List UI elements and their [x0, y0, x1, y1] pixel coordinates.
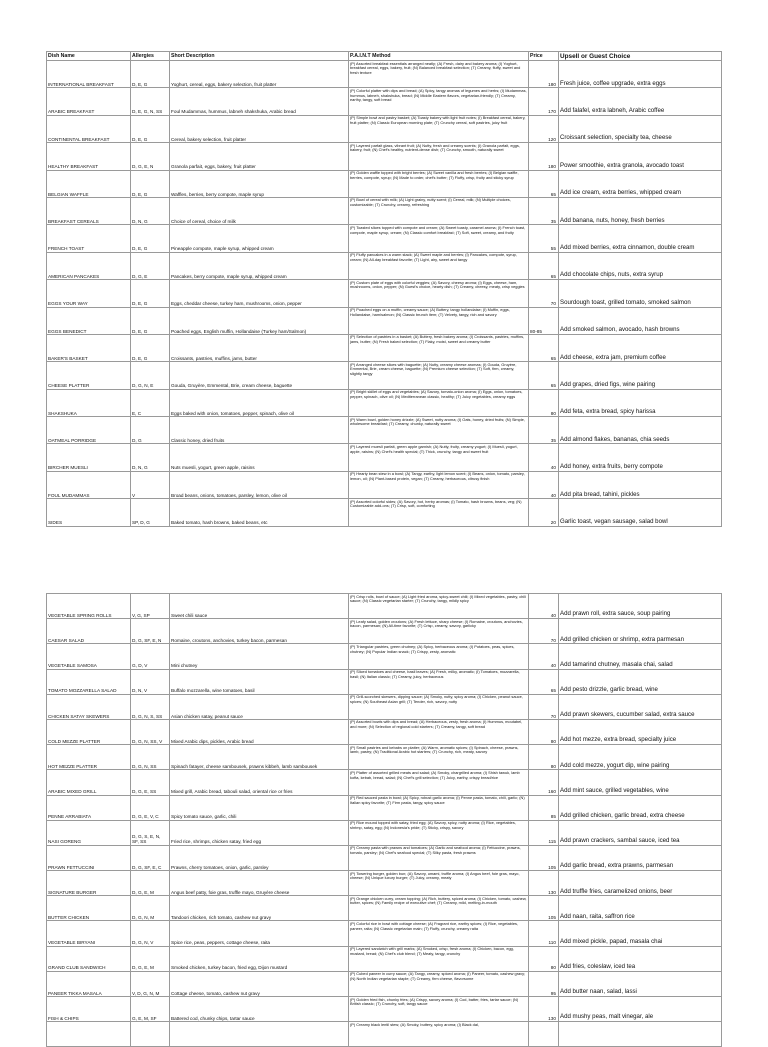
paint-method-cell: (P) Arranged cheese slices with baguette; (A) Nutty, creamy cheese aromas; (I) Gouda, Gruyère, Emmental, Brie, cream cheese, baguette; (N) Premium cheese selection; (T) Soft, firm, creamy, slightly tangy [349, 362, 529, 389]
paint-method-cell: (P) Assorted colorful sides; (A) Savory, hot, herby aromas; (I) Tomato, hash browns, beans, veg; (N) Customizable add-ons; (T) Crisp, soft, comforting [349, 499, 529, 526]
upsell-cell: Add feta, extra bread, spicy harissa [559, 389, 722, 416]
dish-name-cell: EGGS BENEDICT [47, 307, 131, 334]
price-cell: 65 [529, 170, 559, 197]
dish-name-cell: AMERICAN PANCAKES [47, 252, 131, 279]
upsell-cell: Add grilled chicken, garlic bread, extra cheese [559, 795, 722, 820]
dish-name-cell [47, 1022, 131, 1047]
table-row [47, 417, 722, 444]
short-description-cell: Eggs, cheddar cheese, turkey ham, mushrooms, onion, pepper [170, 280, 349, 307]
table-row [47, 61, 722, 88]
dish-name-cell: BUTTER CHICKEN [47, 896, 131, 921]
price-cell: 65 [529, 334, 559, 361]
allergies-cell: D, E, G [131, 225, 170, 252]
upsell-cell: Add almond flakes, bananas, chia seeds [559, 417, 722, 444]
short-description-cell: Yoghurt, cereal, eggs, bakery selection, fruit platter [170, 61, 349, 88]
upsell-cell: Add chocolate chips, nuts, extra syrup [559, 252, 722, 279]
upsell-cell: Add cold mezze, yogurt dip, wine pairing [559, 745, 722, 770]
allergies-cell: D, G, N, SS, V [131, 719, 170, 744]
allergies-cell: D, N, G [131, 197, 170, 224]
paint-method-cell: (P) Simple bowl and pastry basket; (A) Toasty bakery with light fruit notes; (I) Breakfast cereal, bakery, fruit platter; (N) Classic European morning plate; (T) Crunchy cereal, soft pastries, juicy fruit [349, 115, 529, 142]
allergies-cell: D, G, E, M [131, 946, 170, 971]
dish-name-cell: OATMEAL PORRIDGE [47, 417, 131, 444]
table-row [47, 770, 722, 795]
paint-method-cell: (P) Small pastries and kebabs on platter; (A) Warm, aromatic spices; (I) Spinach, cheese, prawns, lamb, pastry; (N) Traditional Arabic hot starters; (T) Crunchy, rich, meaty, savory [349, 745, 529, 770]
allergies-cell: D, E, G, N, SS [131, 88, 170, 115]
price-cell: 65 [529, 252, 559, 279]
table-row [47, 389, 722, 416]
dish-name-cell: BREAKFAST CEREALS [47, 197, 131, 224]
price-cell: 40 [529, 594, 559, 619]
table-row [47, 88, 722, 115]
dish-name-cell: ARABIC MIXED GRILL [47, 770, 131, 795]
upsell-cell: Power smoothie, extra granola, avocado toast [559, 143, 722, 170]
allergies-cell: SP, D, G [131, 499, 170, 526]
short-description-cell: Broad beans, onions, tomatoes, parsley, lemon, olive oil [170, 471, 349, 498]
upsell-cell: Add truffle fries, caramelized onions, beer [559, 871, 722, 896]
dish-name-cell: NASI GORENG [47, 820, 131, 845]
dish-name-cell: BELGIAN WAFFLE [47, 170, 131, 197]
upsell-cell: Add grilled chicken or shrimp, extra parmesan [559, 619, 722, 644]
dish-name-cell: FISH & CHIPS [47, 997, 131, 1022]
allergies-cell: D, E, G [131, 170, 170, 197]
table-row [47, 619, 722, 644]
paint-method-cell: (P) Golden fried fish, chunky fries; (A) Crispy, savory aroma; (I) Cod, batter, fries, tartar sauce; (N) British classic; (T) Crunchy, soft, tangy sauce [349, 997, 529, 1022]
allergies-cell [131, 1022, 170, 1047]
short-description-cell: Baked tomato, hash browns, baked beans, etc [170, 499, 349, 526]
upsell-cell: Add pesto drizzle, garlic bread, wine [559, 669, 722, 694]
allergies-cell: D, G [131, 417, 170, 444]
allergies-cell: D, G, N, M [131, 896, 170, 921]
allergies-cell: V, D, G, N, M [131, 971, 170, 996]
upsell-cell: Add pita bread, tahini, pickles [559, 471, 722, 498]
paint-method-cell: (P) Creamy black lentil stew; (A) Smoky, buttery, spicy aroma; (I) Black dal, [349, 1022, 529, 1047]
allergies-cell: V, G, SP [131, 594, 170, 619]
short-description-cell: Choice of cereal, choice of milk [170, 197, 349, 224]
upsell-cell: Add ice cream, extra berries, whipped cream [559, 170, 722, 197]
dish-name-cell: VEGETABLE SAMOSA [47, 644, 131, 669]
price-cell: 65 [529, 669, 559, 694]
dish-name-cell: CHEESE PLATTER [47, 362, 131, 389]
short-description-cell: Smoked chicken, turkey bacon, fried egg, Dijon mustard [170, 946, 349, 971]
allergies-cell: E, C [131, 389, 170, 416]
allergies-cell: D, G, N, E [131, 362, 170, 389]
upsell-cell: Add mushy peas, malt vinegar, ale [559, 997, 722, 1022]
price-cell: 20 [529, 499, 559, 526]
paint-method-cell: (P) Assorted breakfast essentials arranged neatly; (A) Fresh, dairy and bakery aroma; (I) Yoghurt, breakfast cereal, eggs, bakery, fruit; (N) Balanced breakfast selection; (T) Creamy, fluffy, sweet and fresh texture [349, 61, 529, 88]
dish-name-cell: INTERNATIONAL BREAKFAST [47, 61, 131, 88]
short-description-cell [170, 1022, 349, 1047]
short-description-cell: Granola parfait, eggs, bakery, fruit platter [170, 143, 349, 170]
short-description-cell: Romaine, croutons, anchovies, turkey bacon, parmesan [170, 619, 349, 644]
allergies-cell: D, G, E, V, C [131, 795, 170, 820]
menu-sheet-1 [46, 51, 721, 527]
price-cell: 180 [529, 143, 559, 170]
header-dish-name: Dish Name [47, 52, 131, 61]
table-row [47, 170, 722, 197]
allergies-cell: D, G, SF, E, N [131, 619, 170, 644]
price-cell: 170 [529, 88, 559, 115]
short-description-cell: Gouda, Gruyère, Emmental, Brie, cream cheese, baguette [170, 362, 349, 389]
price-cell: 80 [529, 719, 559, 744]
short-description-cell: Prawns, cherry tomatoes, onion, garlic, parsley [170, 845, 349, 870]
allergies-cell: D, G, S, E, N, SF, SS [131, 820, 170, 845]
paint-method-cell: (P) Assorted bowls with dips and bread; (A) Herbaceous, zesty, fresh aroma; (I) Hummus, moutabel, and more; (N) Selection of regional cold starters; (T) Creamy, tangy, soft bread [349, 719, 529, 744]
short-description-cell: Buffalo mozzarella, wine tomatoes, basil [170, 669, 349, 694]
allergies-cell: D, E, G [131, 307, 170, 334]
table-row [47, 444, 722, 471]
upsell-cell: Add honey, extra fruits, berry compote [559, 444, 722, 471]
table-row [47, 334, 722, 361]
price-cell: 70 [529, 619, 559, 644]
short-description-cell: Cottage cheese, tomato, cashew nut gravy [170, 971, 349, 996]
dish-name-cell: CAESAR SALAD [47, 619, 131, 644]
short-description-cell: Mini chutney [170, 644, 349, 669]
table-row [47, 225, 722, 252]
table-row [47, 745, 722, 770]
allergies-cell: G, E, M, SF [131, 997, 170, 1022]
paint-method-cell: (P) Bright skillet of eggs and vegetables; (A) Savory, tomato-onion aroma; (I) Eggs, onion, tomatoes, pepper, spinach, olive oil; (N) Mediterranean classic, healthy; (T) Juicy vegetables, creamy eggs [349, 389, 529, 416]
dish-name-cell: ARABIC BREAKFAST [47, 88, 131, 115]
dish-name-cell: GRAND CLUB SANDWICH [47, 946, 131, 971]
price-cell: 130 [529, 871, 559, 896]
header-row [47, 52, 722, 61]
short-description-cell: Pancakes, berry compote, maple syrup, whipped cream [170, 252, 349, 279]
short-description-cell: Pineapple compote, maple syrup, whipped cream [170, 225, 349, 252]
short-description-cell: Waffles, berries, berry compote, maple syrup [170, 170, 349, 197]
paint-method-cell: (P) Sliced tomatoes and cheese, basil leaves; (A) Fresh, milky, aromatic; (I) Tomatoes, mozzarella, basil; (N) Italian classic; (T) Creamy, juicy, herbaceous [349, 669, 529, 694]
table-row [47, 845, 722, 870]
short-description-cell: Sweet chili sauce [170, 594, 349, 619]
dish-name-cell: HOT MEZZE PLATTER [47, 745, 131, 770]
dish-name-cell: BAKER'S BASKET [47, 334, 131, 361]
short-description-cell: Mixed Arabic dips, pickles, Arabic bread [170, 719, 349, 744]
dish-name-cell: HEALTHY BREAKFAST [47, 143, 131, 170]
dish-name-cell: SIGNATURE BURGER [47, 871, 131, 896]
paint-method-cell: (P) Orange chicken curry, cream topping; (A) Rich, buttery, spiced aroma; (I) Chicken, tomato, cashew, butter, spices; (N) Family recipe of executive chef; (T) Creamy, mild, melting-in-mouth [349, 896, 529, 921]
upsell-cell: Croissant selection, specialty tea, cheese [559, 115, 722, 142]
header-short-description: Short Description [170, 52, 349, 61]
price-cell: 130 [529, 997, 559, 1022]
upsell-cell: Add prawn roll, extra sauce, soup pairing [559, 594, 722, 619]
dish-name-cell: PANEER TIKKA MASALA [47, 971, 131, 996]
short-description-cell: Mixed grill, Arabic bread, tabouli salad, oriental rice or fries [170, 770, 349, 795]
short-description-cell: Spicy tomato sauce, garlic, chili [170, 795, 349, 820]
allergies-cell: D, E, G [131, 61, 170, 88]
paint-method-cell: (P) Hearty bean stew in a bowl; (A) Tangy, earthy, light lemon scent; (I) Beans, onion, tomato, parsley, lemon, oil; (N) Plant-based protein, vegan; (T) Creamy, herbaceous, citrusy finish [349, 471, 529, 498]
table-row [47, 896, 722, 921]
allergies-cell: D, E, G [131, 280, 170, 307]
table-row [47, 197, 722, 224]
table-row [47, 252, 722, 279]
paint-method-cell: (P) Colorful rice in bowl with cottage cheese; (A) Fragrant rice, earthy spices; (I) Rice, vegetables, paneer, raita; (N) Classic vegetarian main; (T) Fluffy, crunchy, creamy raita [349, 921, 529, 946]
table-row [47, 471, 722, 498]
price-cell: 180 [529, 61, 559, 88]
allergies-cell: D, N, V [131, 669, 170, 694]
price-cell: 80 [529, 389, 559, 416]
price-cell: 85 [529, 795, 559, 820]
price-cell: 115 [529, 820, 559, 845]
paint-method-cell: (P) Selection of pastries in a basket; (A) Buttery, fresh bakery aroma; (I) Croissants, pastries, muffins, jams, butter; (N) Fresh baked selection; (T) Flaky, moist, sweet and creamy butter [349, 334, 529, 361]
upsell-cell: Add butter naan, salad, lassi [559, 971, 722, 996]
allergies-cell: V [131, 471, 170, 498]
table-row [47, 307, 722, 334]
price-cell: 40 [529, 471, 559, 498]
upsell-cell: Add tamarind chutney, masala chai, salad [559, 644, 722, 669]
paint-method-cell: (P) Warm bowl, golden honey drizzle; (A) Sweet, nutty aroma; (I) Oats, honey, dried fruits; (N) Simple, wholesome breakfast; (T) Creamy, chunky, naturally sweet [349, 417, 529, 444]
short-description-cell: Angus beef patty, foie gras, truffle mayo, Gruyère cheese [170, 871, 349, 896]
dish-name-cell: FOUL MUDAMMAS [47, 471, 131, 498]
table-row [47, 946, 722, 971]
paint-method-cell: (P) Triangular pastries, green chutney; (A) Spicy, herbaceous aroma; (I) Potatoes, peas, spices, chutney; (N) Popular Indian snack; (T) Crispy, zesty, aromatic [349, 644, 529, 669]
header-price: Price [529, 52, 559, 61]
short-description-cell: Croissants, pastries, muffins, jams, butter [170, 334, 349, 361]
price-cell: 35 [529, 197, 559, 224]
paint-method-cell: (P) Towering burger, golden bun; (A) Savory, umami, truffle aroma; (I) Angus beef, foie gras, mayo, cheese; (N) Unique luxury burger; (T) Juicy, creamy, meaty [349, 871, 529, 896]
mains-table [46, 593, 722, 1047]
paint-method-cell: (P) Platter of assorted grilled meats and salad; (A) Smoky, chargrilled aroma; (I) Shish tawuk, lamb kofta, kebab, bread, salad; (N) Chef's grill selection; (T) Juicy, earthy, crispy bread/rice [349, 770, 529, 795]
table-row [47, 1022, 722, 1047]
upsell-cell: Add mixed pickle, papad, masala chai [559, 921, 722, 946]
dish-name-cell: CONTINENTAL BREAKFAST [47, 115, 131, 142]
upsell-cell: Add cheese, extra jam, premium coffee [559, 334, 722, 361]
paint-method-cell: (P) Cubed paneer in curry sauce; (A) Tangy, creamy, spiced aroma; (I) Paneer, tomato, cashew gravy; (N) North Indian vegetarian staple; (T) Creamy, firm cheese, flavorsome [349, 971, 529, 996]
price-cell: 65 [529, 362, 559, 389]
header-allergies: Allergies [131, 52, 170, 61]
paint-method-cell: (P) Crisp rolls, bowl of sauce; (A) Light fried aroma, spicy-sweet chili; (I) Mixed vegetables, pastry, chili sauce; (N) Classic vegetarian starter; (T) Crunchy, tangy, mildly spicy [349, 594, 529, 619]
price-cell: 80-85 [529, 307, 559, 334]
dish-name-cell: COLD MEZZE PLATTER [47, 719, 131, 744]
price-cell: 70 [529, 280, 559, 307]
price-cell: 110 [529, 921, 559, 946]
paint-method-cell: (P) Poached eggs on a muffin, creamy sauce; (A) Buttery, tangy hollandaise; (I) Muffin, eggs, Hollandaise, ham/salmon; (N) Classic brunch item; (T) Velvety, tangy, rich and savory [349, 307, 529, 334]
upsell-cell: Fresh juice, coffee upgrade, extra eggs [559, 61, 722, 88]
paint-method-cell: (P) Leafy salad, golden croutons; (A) Fresh lettuce, sharp cheese; (I) Romaine, croutons, anchovies, bacon, parmesan; (N) All-time favorite; (T) Crisp, creamy, savory, garlicky [349, 619, 529, 644]
price-cell: 40 [529, 644, 559, 669]
upsell-cell: Add mixed berries, extra cinnamon, double cream [559, 225, 722, 252]
paint-method-cell: (P) Toasted slices topped with compote and cream; (A) Sweet toasty, caramel aroma; (I) French toast, compote, maple syrup, cream; (N) Classic comfort breakfast; (T) Soft, sweet, creamy, and fruity [349, 225, 529, 252]
paint-method-cell: (P) Layered parfait glass, vibrant fruit; (A) Nutty, fresh and creamy scents; (I) Granola parfait, eggs, bakery, fruit; (N) Chef's healthy, nutrient-dense dish; (T) Crunchy, smooth, naturally sweet [349, 143, 529, 170]
price-cell: 105 [529, 845, 559, 870]
short-description-cell: Eggs baked with onion, tomatoes, pepper, spinach, olive oil [170, 389, 349, 416]
header-paint-method: P.A.I.N.T Method [349, 52, 529, 61]
paint-method-cell: (P) Fluffy pancakes in a warm stack; (A) Sweet maple and berries; (I) Pancakes, compote, syrup, cream; (N) All-day breakfast favorite; (T) Light, airy, sweet and tangy [349, 252, 529, 279]
table-row [47, 499, 722, 526]
table-row [47, 971, 722, 996]
upsell-cell: Sourdough toast, grilled tomato, smoked salmon [559, 280, 722, 307]
paint-method-cell: (P) Layered muesli parfait, green apple garnish; (A) Nutty, fruity, creamy yogurt; (I) Muesli, yogurt, apple, raisins; (N) Chef's health special; (T) Thick, crunchy, tangy and sweet fruit [349, 444, 529, 471]
table-row [47, 644, 722, 669]
short-description-cell: Battered cod, chunky chips, tartar sauce [170, 997, 349, 1022]
table-row [47, 694, 722, 719]
allergies-cell: D, E, G [131, 115, 170, 142]
allergies-cell: D, N, G [131, 444, 170, 471]
allergies-cell: D, G, N, S, SS [131, 694, 170, 719]
dish-name-cell: BIRCHER MUESLI [47, 444, 131, 471]
price-cell [529, 1022, 559, 1047]
price-cell: 120 [529, 115, 559, 142]
table-row [47, 362, 722, 389]
short-description-cell: Classic honey, dried fruits [170, 417, 349, 444]
allergies-cell: D, G, SF, E, C [131, 845, 170, 870]
paint-method-cell: (P) Layered sandwich with grill marks; (A) Smoked, crisp, fresh aroma; (I) Chicken, bacon, egg, mustard, bread; (N) Chef's club blend; (T) Meaty, tangy, crunchy [349, 946, 529, 971]
upsell-cell: Add banana, nuts, honey, fresh berries [559, 197, 722, 224]
breakfast-table [46, 51, 722, 527]
upsell-cell: Add mint sauce, grilled vegetables, wine [559, 770, 722, 795]
price-cell: 95 [529, 971, 559, 996]
allergies-cell: G, D, V [131, 644, 170, 669]
upsell-cell: Add naan, raita, saffron rice [559, 896, 722, 921]
price-cell: 70 [529, 694, 559, 719]
menu-sheet-2 [46, 593, 721, 1047]
allergies-cell: D, G, E, N [131, 143, 170, 170]
table-row [47, 594, 722, 619]
allergies-cell: D, G, N, V [131, 921, 170, 946]
upsell-cell: Add grapes, dried figs, wine pairing [559, 362, 722, 389]
dish-name-cell: SHAKSHUKA [47, 389, 131, 416]
upsell-cell: Add falafel, extra labneh, Arabic coffee [559, 88, 722, 115]
dish-name-cell: TOMATO MOZZARELLA SALAD [47, 669, 131, 694]
allergies-cell: D, G, E, SS [131, 770, 170, 795]
table-row [47, 795, 722, 820]
upsell-cell: Add prawn crackers, sambal sauce, iced tea [559, 820, 722, 845]
upsell-cell: Add hot mezze, extra bread, specialty juice [559, 719, 722, 744]
short-description-cell: Nuts muesli, yogurt, green apple, raisins [170, 444, 349, 471]
dish-name-cell: CHICKEN SATAY SKEWERS [47, 694, 131, 719]
upsell-cell: Add prawn skewers, cucumber salad, extra sauce [559, 694, 722, 719]
paint-method-cell: (P) Bowl of cereal with milk; (A) Light grainy, nutty scent; (I) Cereal, milk; (N) Multiple choices, customizable; (T) Crunchy, creamy, refreshing [349, 197, 529, 224]
dish-name-cell: PRAWN FETTUCCINI [47, 845, 131, 870]
table-row [47, 921, 722, 946]
short-description-cell: Spinach fatayer, cheese sambousek, prawns kibbeh, lamb sambousek [170, 745, 349, 770]
table-row [47, 997, 722, 1022]
allergies-cell: D, G, E [131, 252, 170, 279]
table-row [47, 115, 722, 142]
allergies-cell: D, G, N, SS [131, 745, 170, 770]
table-row [47, 820, 722, 845]
paint-method-cell: (P) Creamy pasta with prawns and tomatoes; (A) Garlic and seafood aroma; (I) Fettuccine, prawns, tomato, parsley; (N) Chef's seafood special; (T) Silky pasta, fresh prawns [349, 845, 529, 870]
short-description-cell: Cereal, bakery selection, fruit platter [170, 115, 349, 142]
dish-name-cell: VEGETABLE BIRYANI [47, 921, 131, 946]
upsell-cell: Add fries, coleslaw, iced tea [559, 946, 722, 971]
table-row [47, 871, 722, 896]
price-cell: 40 [529, 444, 559, 471]
table-row [47, 143, 722, 170]
upsell-cell: Add garlic bread, extra prawns, parmesan [559, 845, 722, 870]
price-cell: 55 [529, 225, 559, 252]
short-description-cell: Poached eggs, English muffin, Hollandaise (Turkey ham/Salmon) [170, 307, 349, 334]
paint-method-cell: (P) Rice mound topped with satay, fried egg; (A) Savory, spicy, nutty aroma; (I) Rice, vegetables, shrimp, satay, egg; (N) Indonesia's pride; (T) Sticky, crispy, savory [349, 820, 529, 845]
allergies-cell: D, E, G [131, 334, 170, 361]
short-description-cell: Fried rice, shrimps, chicken satay, fried egg [170, 820, 349, 845]
upsell-cell: Add smoked salmon, avocado, hash browns [559, 307, 722, 334]
price-cell: 160 [529, 770, 559, 795]
paint-method-cell: (P) Golden waffle topped with bright berries; (A) Sweet vanilla and fresh berries; (I) Belgian waffle, berries, compote, syrup; (N) Made to order, chef's butter; (T) Fluffy, crisp, fruity and sticky syrup [349, 170, 529, 197]
price-cell: 105 [529, 896, 559, 921]
table-row [47, 669, 722, 694]
allergies-cell: D, G, E, M [131, 871, 170, 896]
short-description-cell: Tandoori chicken, rich tomato, cashew nut gravy [170, 896, 349, 921]
table-row [47, 280, 722, 307]
upsell-cell [559, 1022, 722, 1047]
dish-name-cell: SIDES [47, 499, 131, 526]
upsell-cell: Garlic toast, vegan sausage, salad bowl [559, 499, 722, 526]
paint-method-cell: (P) Red sauced pasta in bowl; (A) Spicy, robust garlic aroma; (I) Penne pasta, tomato, chili, garlic; (N) Italian spicy favorite; (T) Firm pasta, tangy, spicy sauce [349, 795, 529, 820]
price-cell: 35 [529, 417, 559, 444]
dish-name-cell: VEGETABLE SPRING ROLLS [47, 594, 131, 619]
price-cell: 80 [529, 745, 559, 770]
short-description-cell: Foul Mudammas, hummus, labneh shakshuka, Arabic bread [170, 88, 349, 115]
dish-name-cell: FRENCH TOAST [47, 225, 131, 252]
paint-method-cell: (P) Grill-scorched skewers, dipping sauce; (A) Smoky, nutty, spicy aroma; (I) Chicken, peanut sauce, spices; (N) Southeast Asian grill; (T) Tender, rich, savory, nutty [349, 694, 529, 719]
short-description-cell: Asian chicken satay, peanut sauce [170, 694, 349, 719]
short-description-cell: Spice rice, peas, peppers, cottage cheese, raita [170, 921, 349, 946]
paint-method-cell: (P) Colorful platter with dips and bread; (A) Spicy, tangy aromas of legumes and herbs; (I) Mudammas, hummus, labneh, shakshuka, bread; (N) Middle Eastern flavors, vegetarian-friendly; (T) Creamy, earthy, tangy, soft bread [349, 88, 529, 115]
header-upsell: Upsell or Guest Choice [559, 52, 722, 61]
dish-name-cell: EGGS YOUR WAY [47, 280, 131, 307]
table-row [47, 719, 722, 744]
paint-method-cell: (P) Custom plate of eggs with colorful veggies; (A) Savory, cheesy aroma; (I) Eggs, cheese, ham, mushrooms, onion, pepper; (N) Guest's choice, hearty dish; (T) Creamy, cheesy, meaty, crisp veggies [349, 280, 529, 307]
dish-name-cell: PENNE ARRABIATA [47, 795, 131, 820]
price-cell: 80 [529, 946, 559, 971]
